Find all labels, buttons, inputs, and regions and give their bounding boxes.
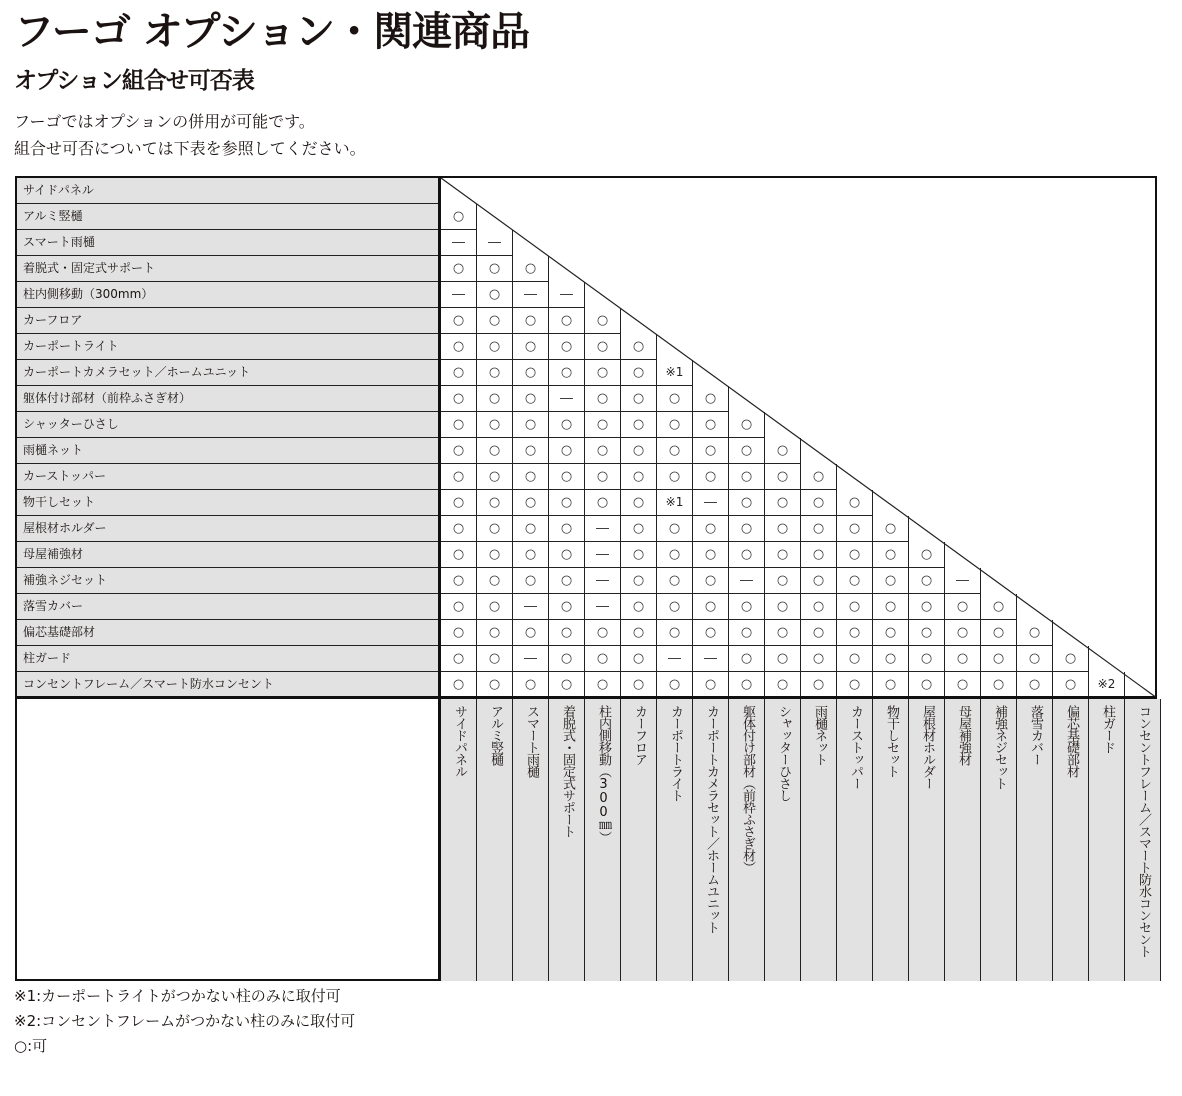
matrix-cell: ○ xyxy=(765,516,801,542)
matrix-cell: ○ xyxy=(549,412,585,438)
matrix-cell: ○ xyxy=(549,620,585,646)
matrix-cell: ○ xyxy=(549,360,585,386)
matrix-cell: ○ xyxy=(1017,646,1053,672)
matrix-cell: ○ xyxy=(477,672,513,698)
matrix-cell: ○ xyxy=(621,386,657,412)
matrix-cell: ○ xyxy=(801,490,837,516)
matrix-cell: ○ xyxy=(837,594,873,620)
matrix-cell: ○ xyxy=(549,568,585,594)
matrix-cell: ○ xyxy=(801,620,837,646)
matrix-cell: ○ xyxy=(477,542,513,568)
column-header-label: カーフロア xyxy=(632,705,647,765)
matrix-cell: ○ xyxy=(549,490,585,516)
matrix-cell: ― xyxy=(513,594,549,620)
matrix-cell: ○ xyxy=(513,490,549,516)
matrix-cell: ○ xyxy=(729,672,765,698)
matrix-cell: ○ xyxy=(729,620,765,646)
matrix-cell: ○ xyxy=(801,464,837,490)
matrix-cell: ○ xyxy=(693,412,729,438)
column-header-label: スマート雨樋 xyxy=(524,705,539,777)
matrix-cell: ○ xyxy=(729,464,765,490)
matrix-cell: ○ xyxy=(477,334,513,360)
matrix-cell: ○ xyxy=(441,360,477,386)
matrix-cell: ○ xyxy=(621,490,657,516)
footnote-2: ※2:コンセントフレームがつかない柱のみに取付可 xyxy=(14,1012,356,1030)
matrix-cell: ― xyxy=(657,646,693,672)
column-header-label: 落雪カバー xyxy=(1028,705,1043,765)
matrix-cell: ○ xyxy=(549,542,585,568)
matrix-cell: ― xyxy=(729,568,765,594)
column-header xyxy=(909,699,945,981)
column-header xyxy=(621,699,657,981)
matrix-cell: ○ xyxy=(1053,672,1089,698)
matrix-cell: ○ xyxy=(657,672,693,698)
matrix-cell: ○ xyxy=(837,542,873,568)
row-label: カーフロア xyxy=(17,308,438,334)
matrix-cell: ○ xyxy=(873,594,909,620)
column-header-corner xyxy=(17,699,441,981)
matrix-cell: ○ xyxy=(513,620,549,646)
row-label: 雨樋ネット xyxy=(17,438,438,464)
matrix-cell: ○ xyxy=(801,672,837,698)
matrix-cell: ○ xyxy=(1017,672,1053,698)
footnotes xyxy=(14,984,355,1059)
matrix-cell: ○ xyxy=(945,646,981,672)
matrix-cell: ○ xyxy=(801,568,837,594)
row-label: カーポートライト xyxy=(17,334,438,360)
matrix-cell: ○ xyxy=(729,646,765,672)
row-label: 柱内側移動（300mm） xyxy=(17,282,438,308)
matrix-cell: ○ xyxy=(873,568,909,594)
matrix-cell: ○ xyxy=(513,256,549,282)
matrix-cell: ※1 xyxy=(657,360,693,386)
column-header xyxy=(945,699,981,981)
matrix-cell: ○ xyxy=(477,464,513,490)
row-label: アルミ竪樋 xyxy=(17,204,438,230)
column-header xyxy=(693,699,729,981)
matrix-cell: ○ xyxy=(621,672,657,698)
matrix-cell: ○ xyxy=(693,516,729,542)
column-header xyxy=(1089,699,1125,981)
row-label: カーポートカメラセット／ホームユニット xyxy=(17,360,438,386)
matrix-cell: ○ xyxy=(549,438,585,464)
matrix-cell: ― xyxy=(549,282,585,308)
matrix-cell: ○ xyxy=(549,594,585,620)
matrix-cell: ○ xyxy=(765,464,801,490)
row-label: 着脱式・固定式サポート xyxy=(17,256,438,282)
matrix-cell: ○ xyxy=(873,516,909,542)
column-header-label: カーポートライト xyxy=(668,705,683,801)
matrix-cell: ○ xyxy=(945,594,981,620)
column-header xyxy=(837,699,873,981)
column-header xyxy=(981,699,1017,981)
matrix-cell: ○ xyxy=(477,360,513,386)
matrix-cell: ○ xyxy=(693,464,729,490)
matrix-cell: ― xyxy=(441,282,477,308)
matrix-cell: ○ xyxy=(441,464,477,490)
matrix-cell: ○ xyxy=(477,308,513,334)
matrix-cell: ○ xyxy=(549,672,585,698)
legend-ok: ○:可 xyxy=(14,1037,48,1055)
column-header xyxy=(1125,699,1161,981)
matrix-cell: ○ xyxy=(477,256,513,282)
matrix-cell: ○ xyxy=(621,646,657,672)
matrix-cell: ○ xyxy=(585,438,621,464)
column-header xyxy=(513,699,549,981)
column-header-label: カーストッパー xyxy=(848,705,863,789)
matrix-cell: ○ xyxy=(765,594,801,620)
row-label: シャッターひさし xyxy=(17,412,438,438)
matrix-cell: ○ xyxy=(441,334,477,360)
matrix-cell: ― xyxy=(513,646,549,672)
diagonal-line xyxy=(17,178,1157,699)
matrix-cell: ○ xyxy=(837,620,873,646)
column-header xyxy=(765,699,801,981)
matrix-cell: ○ xyxy=(765,490,801,516)
matrix-cell: ○ xyxy=(585,360,621,386)
matrix-cell: ○ xyxy=(621,412,657,438)
row-label: カーストッパー xyxy=(17,464,438,490)
matrix-cell: ○ xyxy=(909,646,945,672)
column-header xyxy=(873,699,909,981)
matrix-cell: ○ xyxy=(441,438,477,464)
column-header xyxy=(549,699,585,981)
intro-line: 組合せ可否については下表を参照してください。 xyxy=(14,139,366,158)
matrix-cell: ○ xyxy=(873,620,909,646)
row-label: 母屋補強材 xyxy=(17,542,438,568)
column-header-label: 柱ガード xyxy=(1100,705,1115,753)
matrix-cell: ― xyxy=(585,594,621,620)
matrix-cell: ○ xyxy=(513,542,549,568)
matrix-cell: ○ xyxy=(621,438,657,464)
column-header xyxy=(729,699,765,981)
row-label: スマート雨樋 xyxy=(17,230,438,256)
column-headers xyxy=(441,699,1157,981)
matrix-cell: ○ xyxy=(837,646,873,672)
matrix-cell: ○ xyxy=(441,594,477,620)
matrix-cell: ○ xyxy=(513,334,549,360)
matrix-cell: ○ xyxy=(441,204,477,230)
row-label: 落雪カバー xyxy=(17,594,438,620)
matrix-cell: ○ xyxy=(873,646,909,672)
matrix-cell: ― xyxy=(693,646,729,672)
matrix-cell: ○ xyxy=(549,646,585,672)
matrix-cell: ― xyxy=(441,230,477,256)
matrix-cell: ○ xyxy=(585,620,621,646)
matrix-cell: ○ xyxy=(621,360,657,386)
matrix-cell: ○ xyxy=(801,542,837,568)
matrix-cell: ○ xyxy=(585,490,621,516)
matrix-cell: ○ xyxy=(441,672,477,698)
matrix-cell: ○ xyxy=(909,672,945,698)
matrix-cell: ○ xyxy=(549,308,585,334)
matrix-cell: ○ xyxy=(729,516,765,542)
matrix-cell: ○ xyxy=(981,594,1017,620)
matrix-cell: ○ xyxy=(513,386,549,412)
footnote-1: ※1:カーポートライトがつかない柱のみに取付可 xyxy=(14,987,341,1005)
column-header-label: アルミ竪樋 xyxy=(488,705,503,765)
matrix-cell: ○ xyxy=(513,464,549,490)
matrix-cell: ○ xyxy=(1053,646,1089,672)
matrix-cell: ○ xyxy=(801,646,837,672)
matrix-cell: ※2 xyxy=(1089,672,1125,698)
matrix-cell: ○ xyxy=(909,568,945,594)
matrix-cell: ○ xyxy=(657,542,693,568)
matrix-cell: ― xyxy=(693,490,729,516)
column-header xyxy=(477,699,513,981)
matrix-cell: ○ xyxy=(765,568,801,594)
matrix-cell: ○ xyxy=(441,412,477,438)
matrix-cell: ○ xyxy=(729,438,765,464)
matrix-cell: ○ xyxy=(909,620,945,646)
matrix-cell: ― xyxy=(945,568,981,594)
matrix-cell: ○ xyxy=(837,490,873,516)
column-header-label: 柱内側移動（300㎜） xyxy=(596,705,611,843)
matrix-cell: ○ xyxy=(477,490,513,516)
column-header-label: 母屋補強材 xyxy=(956,705,971,765)
matrix-cell: ○ xyxy=(549,464,585,490)
matrix-cell: ○ xyxy=(477,386,513,412)
matrix-cell: ○ xyxy=(693,672,729,698)
row-label: 偏芯基礎部材 xyxy=(17,620,438,646)
matrix-cell: ○ xyxy=(477,568,513,594)
matrix-cell: ○ xyxy=(657,516,693,542)
matrix-cell: ○ xyxy=(477,438,513,464)
matrix-cell: ○ xyxy=(621,464,657,490)
matrix-cell: ○ xyxy=(873,672,909,698)
matrix-cell: ○ xyxy=(765,620,801,646)
matrix-cell: ○ xyxy=(873,542,909,568)
matrix-cell: ○ xyxy=(693,568,729,594)
matrix-cell: ○ xyxy=(981,646,1017,672)
matrix-cell: ○ xyxy=(693,594,729,620)
matrix-cell: ○ xyxy=(981,672,1017,698)
matrix-cell: ○ xyxy=(657,620,693,646)
matrix-cell: ○ xyxy=(693,386,729,412)
column-header-label: サイドパネル xyxy=(452,705,467,777)
matrix-cell: ○ xyxy=(441,646,477,672)
column-header-label: カーポートカメラセット／ホームユニット xyxy=(704,705,719,933)
matrix-cell: ○ xyxy=(657,412,693,438)
column-header xyxy=(1053,699,1089,981)
matrix-cell: ○ xyxy=(837,516,873,542)
matrix-cell: ○ xyxy=(621,542,657,568)
matrix-cell: ○ xyxy=(837,672,873,698)
matrix-cell: ○ xyxy=(549,334,585,360)
matrix-cell: ― xyxy=(549,386,585,412)
matrix-cell: ○ xyxy=(477,620,513,646)
matrix-cell: ※1 xyxy=(657,490,693,516)
column-header-label: 補強ネジセット xyxy=(992,705,1007,789)
matrix-cell: ― xyxy=(585,542,621,568)
matrix-cell: ○ xyxy=(585,672,621,698)
matrix-cell: ○ xyxy=(729,490,765,516)
matrix-cell: ○ xyxy=(693,542,729,568)
page-title: フーゴ オプション・関連商品 xyxy=(14,9,530,55)
column-header-label: コンセントフレーム／スマート防水コンセント xyxy=(1136,705,1151,957)
matrix-cell: ○ xyxy=(945,620,981,646)
matrix-cell: ○ xyxy=(945,672,981,698)
matrix-cell: ○ xyxy=(441,256,477,282)
section-subtitle: オプション組合せ可否表 xyxy=(14,68,254,94)
matrix-cell: ○ xyxy=(693,438,729,464)
row-label: サイドパネル xyxy=(17,178,438,204)
matrix-cell: ― xyxy=(585,568,621,594)
compatibility-matrix xyxy=(15,176,1157,981)
matrix-cell: ○ xyxy=(981,620,1017,646)
matrix-cell: ○ xyxy=(441,386,477,412)
matrix-cell: ○ xyxy=(729,412,765,438)
matrix-cell: ○ xyxy=(441,568,477,594)
matrix-cell: ○ xyxy=(657,438,693,464)
column-header xyxy=(585,699,621,981)
matrix-cell: ○ xyxy=(729,594,765,620)
row-label: 躯体付け部材（前枠ふさぎ材） xyxy=(17,386,438,412)
matrix-cell: ○ xyxy=(765,542,801,568)
matrix-cell: ○ xyxy=(477,646,513,672)
column-header-label: 雨樋ネット xyxy=(812,705,827,765)
matrix-cell: ― xyxy=(477,230,513,256)
matrix-cell: ○ xyxy=(513,412,549,438)
matrix-cell: ○ xyxy=(621,594,657,620)
matrix-cell: ○ xyxy=(513,438,549,464)
matrix-cell: ○ xyxy=(441,516,477,542)
matrix-cell: ○ xyxy=(765,646,801,672)
column-header xyxy=(801,699,837,981)
matrix-cell: ○ xyxy=(585,646,621,672)
matrix-cell: ○ xyxy=(585,464,621,490)
column-header-label: シャッターひさし xyxy=(776,705,791,801)
row-label: 補強ネジセット xyxy=(17,568,438,594)
matrix-cell: ○ xyxy=(621,568,657,594)
column-header-label: 躯体付け部材（前枠ふさぎ材） xyxy=(740,705,755,873)
matrix-cell: ○ xyxy=(585,308,621,334)
matrix-cell: ○ xyxy=(513,516,549,542)
row-label: 物干しセット xyxy=(17,490,438,516)
matrix-cell: ― xyxy=(585,516,621,542)
matrix-cell: ○ xyxy=(765,672,801,698)
matrix-cell: ○ xyxy=(1017,620,1053,646)
matrix-cell: ○ xyxy=(909,542,945,568)
matrix-cell: ○ xyxy=(513,308,549,334)
column-header xyxy=(1017,699,1053,981)
column-header-label: 物干しセット xyxy=(884,705,899,777)
matrix-cell: ○ xyxy=(801,594,837,620)
matrix-cell: ○ xyxy=(657,568,693,594)
matrix-cell: ○ xyxy=(837,568,873,594)
matrix-cell: ○ xyxy=(513,360,549,386)
matrix-cell: ○ xyxy=(657,464,693,490)
matrix-cell: ○ xyxy=(441,308,477,334)
matrix-cell: ○ xyxy=(657,386,693,412)
matrix-cell: ○ xyxy=(585,386,621,412)
column-header-label: 着脱式・固定式サポート xyxy=(560,705,575,837)
matrix-cell: ○ xyxy=(765,438,801,464)
matrix-cell: ― xyxy=(513,282,549,308)
matrix-cell: ○ xyxy=(621,516,657,542)
matrix-cell: ○ xyxy=(729,542,765,568)
column-header-label: 屋根材ホルダー xyxy=(920,705,935,789)
matrix-cell: ○ xyxy=(513,672,549,698)
matrix-cell: ○ xyxy=(441,542,477,568)
matrix-cell: ○ xyxy=(801,516,837,542)
matrix-cell: ○ xyxy=(657,594,693,620)
row-label: 柱ガード xyxy=(17,646,438,672)
matrix-cell: ○ xyxy=(513,568,549,594)
intro-text xyxy=(14,108,366,162)
matrix-cell: ○ xyxy=(441,620,477,646)
matrix-cell: ○ xyxy=(441,490,477,516)
intro-line: フーゴではオプションの併用が可能です。 xyxy=(14,112,315,131)
column-header xyxy=(441,699,477,981)
matrix-cell: ○ xyxy=(693,620,729,646)
row-label: コンセントフレーム／スマート防水コンセント xyxy=(17,672,438,698)
matrix-cell: ○ xyxy=(621,334,657,360)
matrix-cell: ○ xyxy=(477,516,513,542)
matrix-cell: ○ xyxy=(549,516,585,542)
matrix-cell: ○ xyxy=(477,412,513,438)
column-header xyxy=(657,699,693,981)
row-label: 屋根材ホルダー xyxy=(17,516,438,542)
matrix-cell: ○ xyxy=(909,594,945,620)
matrix-cell: ○ xyxy=(585,334,621,360)
matrix-cell: ○ xyxy=(477,282,513,308)
column-header-label: 偏芯基礎部材 xyxy=(1064,705,1079,777)
matrix-cell: ○ xyxy=(621,620,657,646)
matrix-cell: ○ xyxy=(477,594,513,620)
matrix-cell: ○ xyxy=(585,412,621,438)
